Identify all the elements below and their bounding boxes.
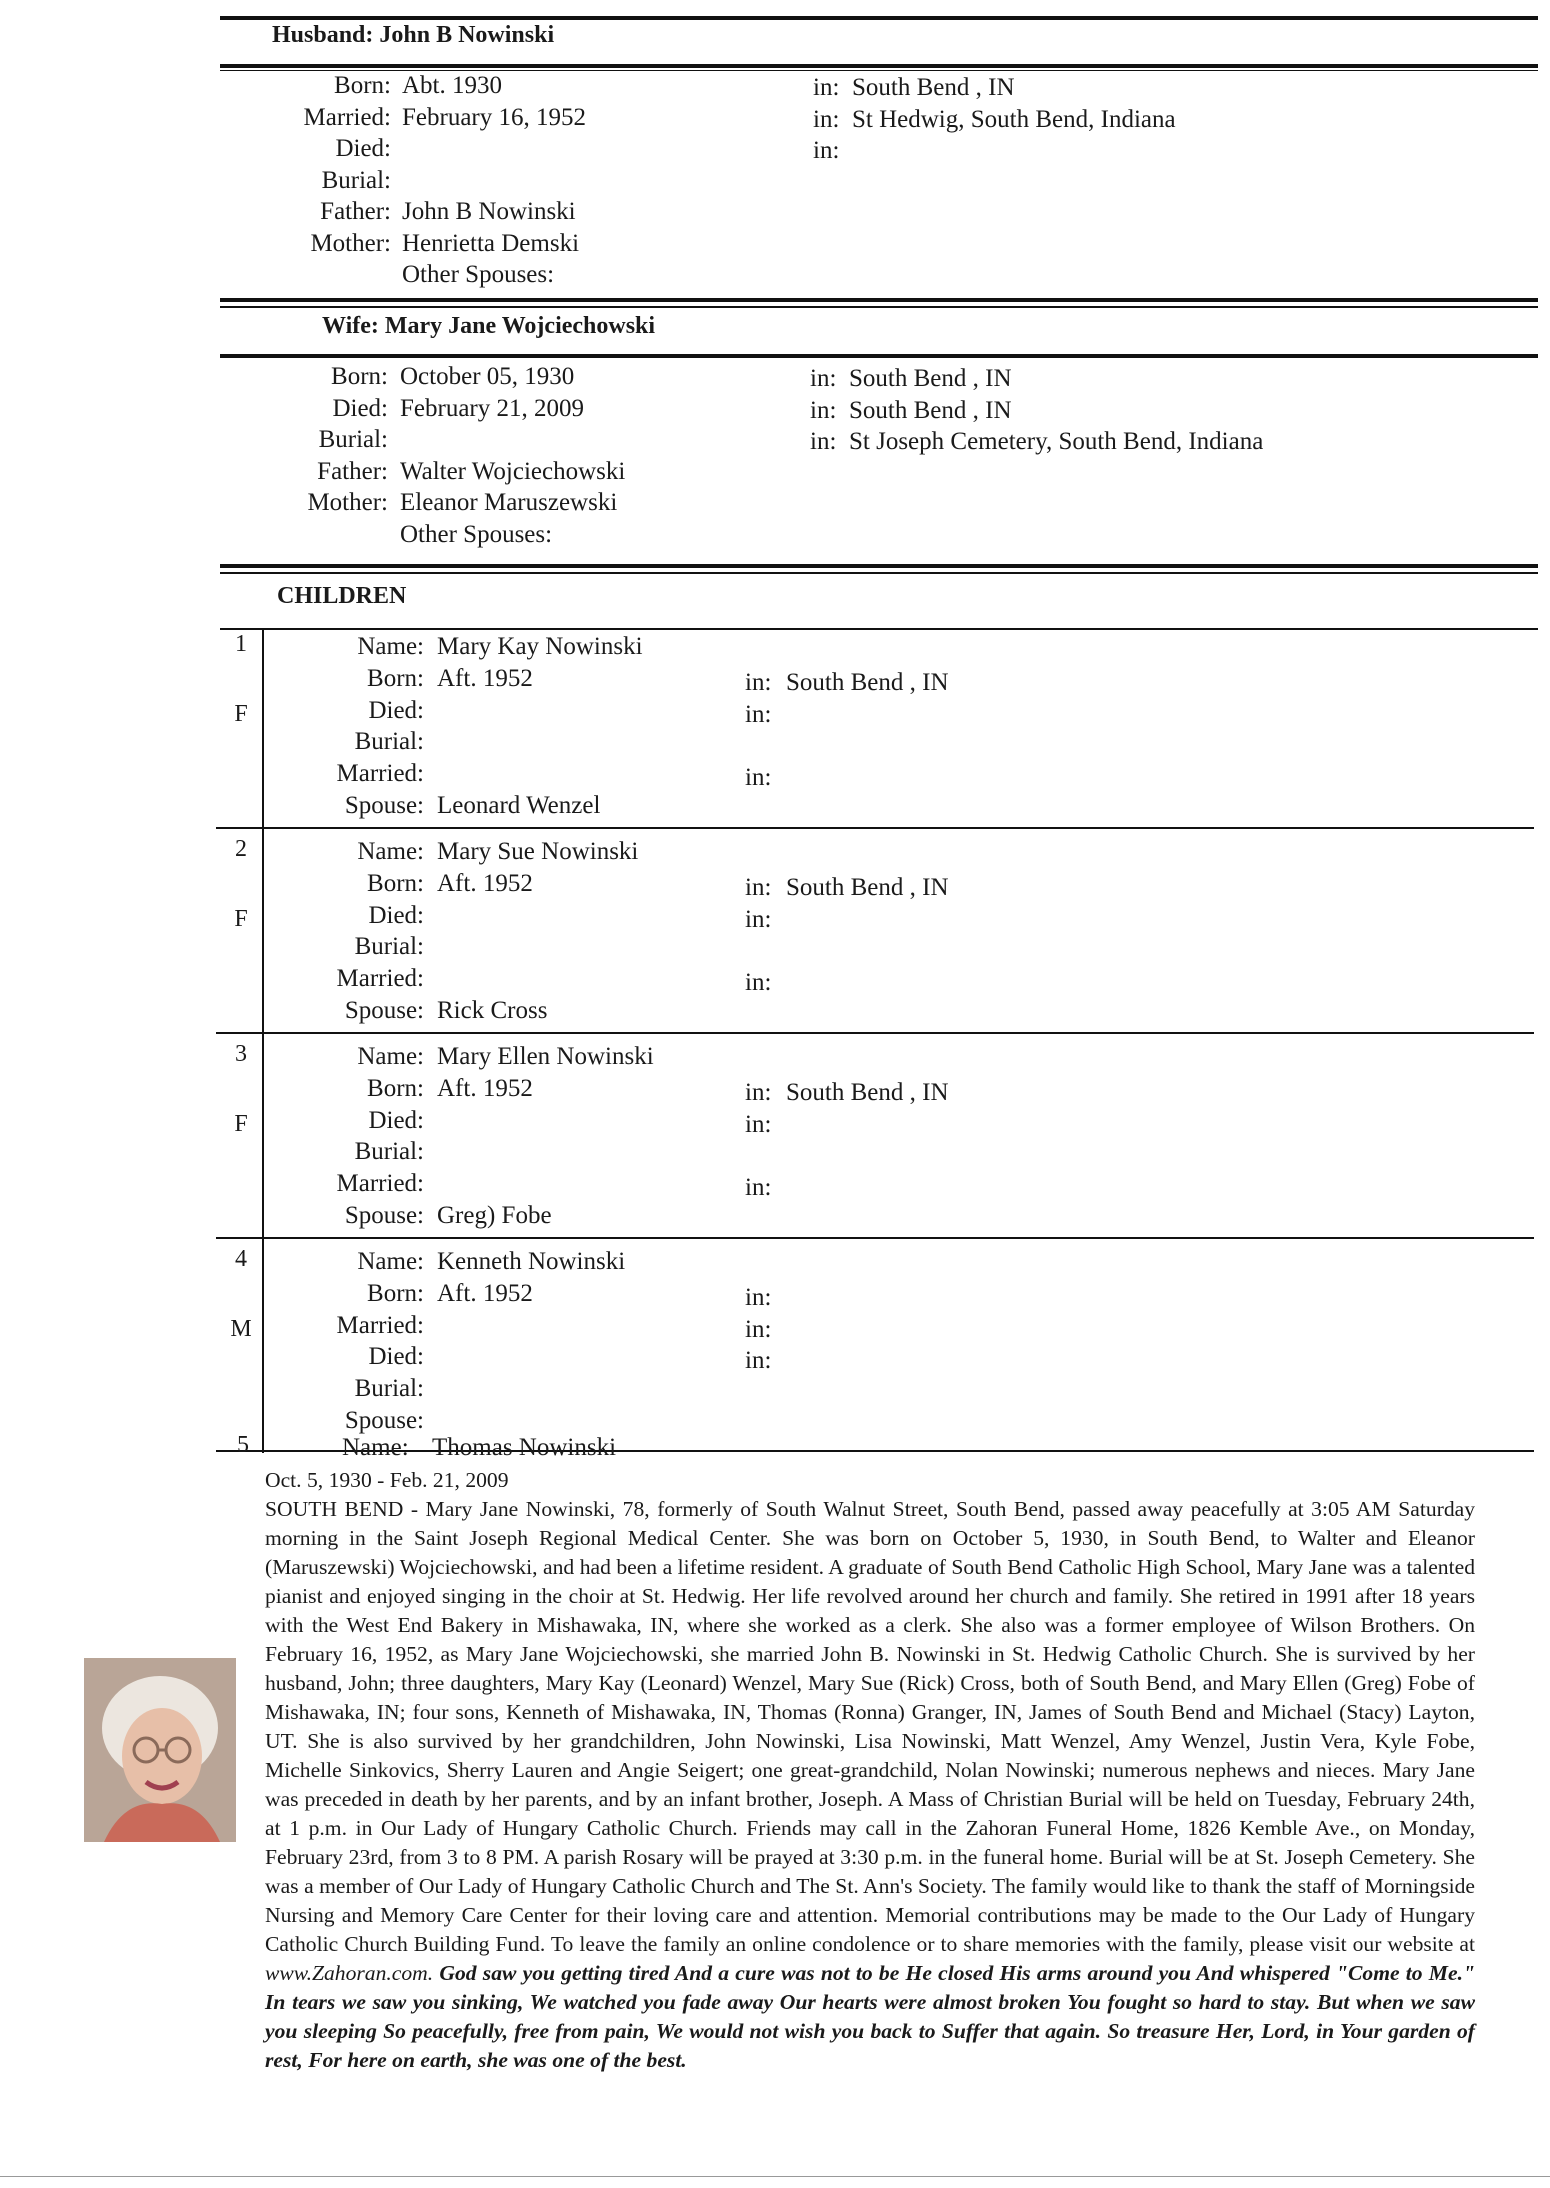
child-field-label: Married: [336, 965, 424, 993]
portrait-photo-drawing [84, 1658, 236, 1842]
child-field-value: Greg) Fobe [437, 1202, 552, 1229]
child-field-label: Died: [368, 1343, 424, 1371]
husband-place-label: in: [813, 74, 840, 101]
wife-header [322, 313, 655, 340]
wife-top-rule-thin [220, 306, 1538, 308]
child-field-label: Spouse: [344, 1407, 424, 1434]
child-number: 3 [235, 1041, 247, 1067]
child-place-label: in: [745, 1110, 772, 1138]
child-field-value: Mary Kay Nowinski [437, 633, 643, 660]
portrait-photo [84, 1658, 236, 1842]
husband-field-label: Died: [335, 135, 391, 162]
wife-header-label: Wife: [322, 313, 379, 339]
obituary-dates: Oct. 5, 1930 - Feb. 21, 2009 [265, 1468, 509, 1492]
husband-place-value: South Bend , IN [852, 74, 1015, 101]
child-field-label: Name: [357, 1043, 424, 1070]
child-field-label: Burial: [354, 1375, 424, 1403]
child-field-label: Died: [368, 1106, 424, 1134]
cutoff-child-number: 5 [237, 1432, 249, 1458]
child-separator-rule [216, 1237, 1534, 1239]
bottom-page-edge [0, 2176, 1550, 2177]
husband-header [272, 22, 554, 49]
wife-field-value: Other Spouses: [400, 520, 553, 548]
child-sex: F [234, 701, 248, 727]
child-field-value: Rick Cross [437, 997, 548, 1024]
husband-field-value: Other Spouses: [402, 261, 555, 288]
wife-place-label: in: [810, 365, 837, 392]
child-field-value: Mary Ellen Nowinski [437, 1043, 654, 1070]
child-sex: F [234, 906, 248, 932]
child-field-value: Leonard Wenzel [437, 792, 601, 819]
obituary [265, 1466, 1475, 2075]
child-place-label: in: [745, 764, 772, 792]
wife-place-label: in: [810, 396, 837, 424]
wife-field-label: Died: [332, 394, 388, 422]
child-field-label: Spouse: [344, 792, 424, 819]
child-field-label: Born: [367, 1279, 424, 1307]
husband-field-value: John B Nowinski [402, 198, 576, 225]
child-field-value: Mary Sue Nowinski [437, 838, 639, 865]
husband-place-label: in: [813, 105, 840, 133]
wife-field-value: Eleanor Maruszewski [400, 489, 618, 516]
husband-place-value: St Hedwig, South Bend, Indiana [852, 105, 1176, 133]
wife-field-label: Father: [317, 457, 388, 485]
child-field-value: Kenneth Nowinski [437, 1248, 626, 1275]
child-place-value: South Bend , IN [786, 1078, 949, 1106]
husband-name: John B Nowinski [379, 22, 555, 48]
wife-place-label: in: [810, 428, 837, 455]
child-sex: F [234, 1111, 248, 1137]
child-place-label: in: [745, 1078, 772, 1106]
obituary-body: SOUTH BEND - Mary Jane Nowinski, 78, formerly of South Walnut Street, South Bend, passed away peacefully at 3:05 AM Saturday morning in the Saint Joseph Regional Medical Center. She was born on October 5, 1930, in South Bend, to Walter and Eleanor (Maruszewski) Wojciechowski, and had been a lifetime resident. A graduate of South Bend Catholic High School, Mary Jane was a talented pianist and enjoyed singing in the choir at St. Hedwig. Her life revolved around her church and family. She retired in 1991 after 18 years with the West End Bakery in Mishawaka, IN, where she worked as a clerk. She also was a former employee of Wilson Brothers. On February 16, 1952, as Mary Jane Wojciechowski, she married John B. Nowinski in St. Hedwig Catholic Church. She is survived by her husband, John; three daughters, Mary Kay (Leonard) Wenzel, Mary Sue (Rick) Cross, both of South Bend, and Mary Ellen (Greg) Fobe of Mishawaka, IN; four sons, Kenneth of Mishawaka, IN, Thomas (Ronna) Granger, IN, James of South Bend and Michael (Stacy) Layton, UT. She is also survived by her grandchildren, John Nowinski, Lisa Nowinski, Matt Wenzel, Amy Wenzel, Justin Vera, Kyle Fobe, Michelle Sinkovics, Sherry Lauren and Angie Seigert; one great-grandchild, Nolan Nowinski; numerous nephews and nieces. Mary Jane was preceded in death by her parents, and by an infant brother, Joseph. A Mass of Christian Burial will be held on Tuesday, February 24th, at 1 p.m. in Our Lady of Hungary Catholic Church. Friends may call in the Zahoran Funeral Home, 1826 Kemble Ave., on Monday, February 23rd, from 3 to 8 PM. A parish Rosary will be prayed at 3:30 p.m. in the funeral home. Burial will be at St. Joseph Cemetery. She was a member of Our Lady of Hungary Catholic Church and The St. Ann's Society. The family would like to thank the staff of Morningside Nursing and Memory Care Center for their loving care and attention. Memorial contributions may be made to the Our Lady of Hungary Catholic Church Building Fund. To leave the family an online condolence or to share memories with the family, please visit our website at [265, 1497, 1475, 1956]
husband-field-label: Married: [303, 103, 391, 131]
child-field-value: Aft. 1952 [437, 1074, 533, 1102]
wife-field-label: Burial: [318, 426, 388, 453]
husband-field-label: Born: [334, 72, 391, 99]
obituary-text [265, 1495, 1475, 2075]
children-top-rule-thin [220, 572, 1538, 574]
child-field-label: Burial: [354, 1138, 424, 1166]
husband-field-value: Abt. 1930 [402, 72, 502, 99]
children-header-rule [220, 628, 1538, 630]
child-field-label: Married: [336, 760, 424, 788]
wife-header-rule [220, 354, 1538, 358]
child-place-label: in: [745, 905, 772, 933]
child-place-label: in: [745, 1347, 772, 1375]
children-header: CHILDREN [277, 583, 407, 609]
child-field-label: Burial: [354, 728, 424, 756]
child-field-label: Died: [368, 901, 424, 929]
wife-name: Mary Jane Wojciechowski [384, 313, 656, 339]
child-field-label: Born: [367, 664, 424, 692]
husband-field-value: Henrietta Demski [402, 229, 580, 257]
wife-field-value: February 21, 2009 [400, 394, 584, 422]
child-field-label: Married: [336, 1170, 424, 1198]
wife-field-value: October 05, 1930 [400, 363, 575, 390]
husband-top-rule [220, 16, 1538, 20]
child-field-label: Spouse: [344, 1202, 424, 1229]
child-separator-rule [216, 1032, 1534, 1034]
child-number: 2 [235, 836, 247, 862]
child-place-label: in: [745, 1315, 772, 1343]
child-field-label: Burial: [354, 933, 424, 961]
wife-field-value: Walter Wojciechowski [400, 457, 626, 485]
wife-field-label: Born: [331, 363, 388, 390]
wife-top-rule [220, 298, 1538, 302]
wife-place-value: South Bend , IN [849, 365, 1012, 392]
child-place-label: in: [745, 1283, 772, 1311]
husband-field-value: February 16, 1952 [402, 103, 586, 131]
child-field-value: Aft. 1952 [437, 1279, 533, 1307]
child-field-label: Born: [367, 1074, 424, 1102]
child-place-label: in: [745, 873, 772, 901]
child-place-label: in: [745, 668, 772, 696]
child-field-label: Name: [357, 838, 424, 865]
husband-field-label: Father: [320, 198, 391, 225]
child-field-label: Name: [357, 633, 424, 660]
child-field-value: Aft. 1952 [437, 869, 533, 897]
obituary-poem: God saw you getting tired And a cure was not to be He closed His arms around you And whispered "Come to Me." In tears we saw you sinking, We watched you fade away Our hearts were almost broken You fought so hard to stay. But when we saw you sleeping So peacefully, free from pain, We would not wish you back to Suffer that again. So treasure Her, Lord, in Your garden of rest, For here on earth, she was one of the best. [265, 1961, 1475, 2072]
wife-field-label: Mother: [307, 489, 388, 516]
child-place-value: South Bend , IN [786, 873, 949, 901]
husband-header-label: Husband: [272, 22, 374, 48]
child-place-value: South Bend , IN [786, 668, 949, 696]
child-place-label: in: [745, 1174, 772, 1202]
husband-field-label: Burial: [321, 166, 391, 194]
child-field-label: Born: [367, 869, 424, 897]
child-field-label: Spouse: [344, 997, 424, 1024]
wife-place-value: St Joseph Cemetery, South Bend, Indiana [849, 428, 1264, 455]
child-number: 4 [235, 1246, 247, 1272]
cutoff-child-label: Name: [342, 1434, 409, 1461]
children-top-rule [220, 564, 1538, 568]
child-number: 1 [235, 631, 247, 657]
child-field-label: Name: [357, 1248, 424, 1275]
cutoff-child [210, 1432, 910, 1462]
husband-place-label: in: [813, 137, 840, 164]
child-sex: M [230, 1316, 252, 1342]
husband-field-label: Mother: [310, 229, 391, 257]
child-field-value: Aft. 1952 [437, 664, 533, 692]
child-field-label: Married: [336, 1311, 424, 1339]
child-place-label: in: [745, 969, 772, 997]
husband-header-rule [220, 64, 1538, 68]
obituary-website[interactable]: www.Zahoran.com. [265, 1961, 434, 1985]
child-field-label: Died: [368, 696, 424, 724]
child-place-label: in: [745, 700, 772, 728]
cutoff-child-name: Thomas Nowinski [432, 1434, 617, 1461]
child-separator-rule [216, 827, 1534, 829]
wife-place-value: South Bend , IN [849, 396, 1012, 424]
